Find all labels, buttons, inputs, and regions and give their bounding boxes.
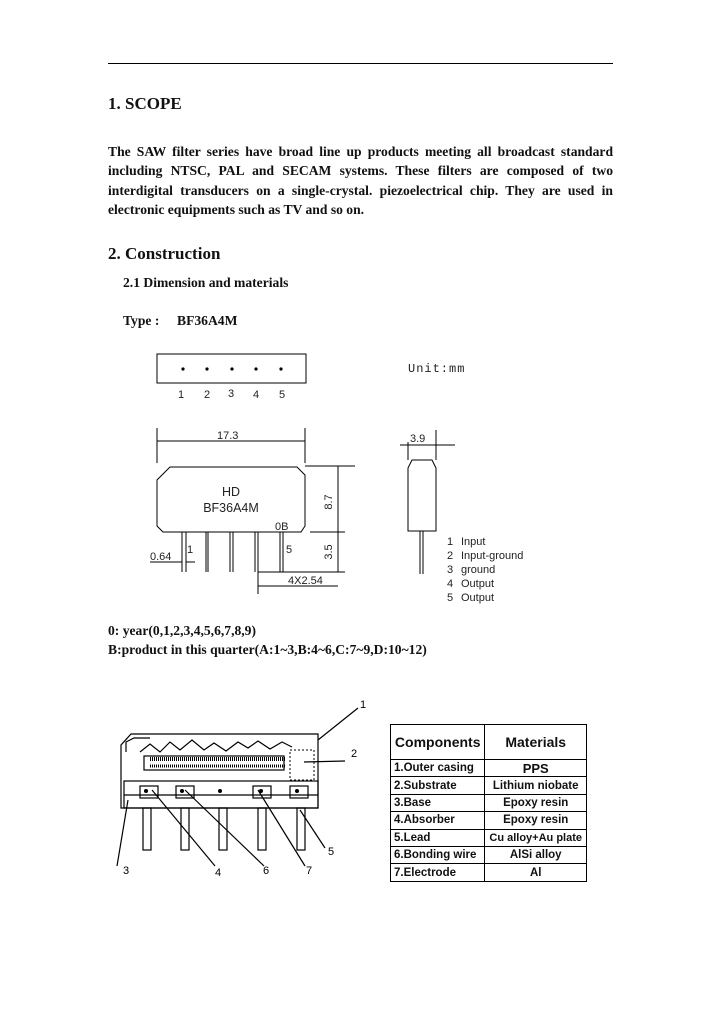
component-cell: 4.Absorber <box>391 812 485 829</box>
callout-6: 6 <box>263 865 270 877</box>
pin-number-5: 5 <box>278 389 286 401</box>
material-cell: Cu alloy+Au plate <box>485 829 587 846</box>
callout-2: 2 <box>351 748 358 760</box>
table-row <box>391 864 587 881</box>
type-value: BF36A4M <box>177 313 238 328</box>
legend-name-5: Output <box>461 592 495 604</box>
table-row <box>391 760 587 777</box>
table-row <box>391 812 587 829</box>
year-note: 0: year(0,1,2,3,4,5,6,7,8,9) <box>108 623 256 638</box>
pin-number-3: 3 <box>227 388 235 400</box>
pin-number-4: 4 <box>252 389 260 401</box>
type-label: Type : <box>123 313 160 328</box>
legend-num-5: 5 <box>447 592 454 604</box>
body-brand: HD <box>221 485 241 499</box>
pitch-dimension: 4X2.54 <box>288 575 323 587</box>
material-cell: Epoxy resin <box>485 812 587 829</box>
legend-name-4: Output <box>461 578 495 590</box>
quarter-note: B:product in this quarter(A:1~3,B:4~6,C:7~9,D:10~12) <box>108 642 427 657</box>
legend-name-2: Input-ground <box>461 550 524 562</box>
material-cell: PPS <box>485 760 587 777</box>
component-cell: 1.Outer casing <box>391 760 485 777</box>
body-code: 0B <box>275 521 289 533</box>
front-pin-label-last: 5 <box>286 544 293 556</box>
legend-name-3: ground <box>461 564 496 576</box>
table-row <box>391 777 587 794</box>
header-components: Components <box>391 725 485 760</box>
scope-heading: 1. SCOPE <box>108 94 182 113</box>
legend-num-3: 3 <box>447 564 454 576</box>
table-row <box>391 846 587 863</box>
lead-length-dimension: 3.5 <box>323 544 335 560</box>
table-header-row <box>391 725 587 760</box>
unit-label: Unit:mm <box>408 362 466 376</box>
material-cell: Epoxy resin <box>485 794 587 811</box>
front-pin-label-first: 1 <box>187 544 194 556</box>
width-dimension: 17.3 <box>217 430 239 442</box>
component-cell: 7.Electrode <box>391 864 485 881</box>
legend-num-4: 4 <box>447 578 454 590</box>
lead-width-dimension: 0.64 <box>150 551 172 563</box>
callout-5: 5 <box>328 846 335 858</box>
material-cell: Lithium niobate <box>485 777 587 794</box>
thickness-dimension: 3.9 <box>410 433 426 445</box>
bonding-area <box>290 750 314 780</box>
dimension-subheading: 2.1 Dimension and materials <box>123 275 289 290</box>
body-part: BF36A4M <box>203 501 259 515</box>
electrode-pattern <box>150 759 285 766</box>
component-cell: 6.Bonding wire <box>391 846 485 863</box>
callout-7: 7 <box>306 865 313 877</box>
pin-number-2: 2 <box>203 389 211 401</box>
callout-3: 3 <box>123 865 130 877</box>
legend-num-2: 2 <box>447 550 454 562</box>
table-row <box>391 794 587 811</box>
component-cell: 3.Base <box>391 794 485 811</box>
material-cell: Al <box>485 864 587 881</box>
legend-num-1: 1 <box>447 536 454 548</box>
scope-paragraph: The SAW filter series have broad line up products meeting all broadcast standard including NTSC, PAL and SECAM systems. These filters are composed of two interdigital transducers on a single-crystal. piezoelectrical chip. They are used in electronic equipments such as TV and so on. <box>108 144 613 217</box>
callout-1: 1 <box>360 699 367 711</box>
legend-name-1: Input <box>461 536 486 548</box>
component-cell: 2.Substrate <box>391 777 485 794</box>
materials-table <box>390 724 587 882</box>
header-materials: Materials <box>485 725 587 760</box>
height-dimension: 8.7 <box>323 494 335 510</box>
construction-heading: 2. Construction <box>108 244 221 263</box>
material-cell: AlSi alloy <box>485 846 587 863</box>
callout-4: 4 <box>215 867 222 879</box>
pin-number-1: 1 <box>177 389 185 401</box>
component-cell: 5.Lead <box>391 829 485 846</box>
table-row <box>391 829 587 846</box>
